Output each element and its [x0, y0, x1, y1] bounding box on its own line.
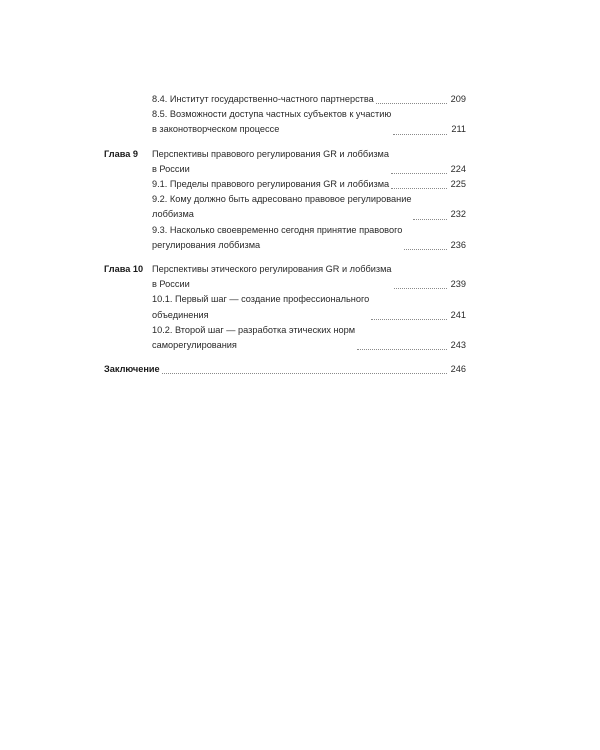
- dot-leader: [404, 248, 446, 250]
- entry-title-cont: объединения: [152, 309, 209, 320]
- chapter-label: Глава 9: [104, 148, 138, 159]
- entry-title: 8.4. Институт государственно-частного партнерства: [152, 94, 374, 104]
- chapter-8-continued: [104, 92, 466, 138]
- toc-entry[interactable]: [152, 192, 466, 222]
- entry-title: 10.2. Второй шаг — разработка этических норм: [152, 324, 356, 335]
- toc-entry-conclusion[interactable]: [104, 362, 466, 377]
- toc-entry[interactable]: [152, 323, 466, 353]
- page-number: 232: [450, 209, 466, 220]
- entry-title-cont: лоббизма: [152, 209, 194, 220]
- dot-leader: [391, 187, 447, 189]
- page-number: 209: [450, 94, 466, 104]
- dot-leader: [394, 287, 447, 289]
- toc-entry[interactable]: [152, 177, 466, 192]
- dot-leader: [413, 218, 446, 220]
- toc-entry[interactable]: [152, 223, 466, 253]
- dot-leader: [162, 372, 447, 374]
- table-of-contents: [104, 92, 466, 377]
- toc-entry[interactable]: [152, 107, 466, 137]
- dot-leader: [376, 102, 447, 104]
- page-number: 243: [450, 340, 466, 351]
- entry-title: Перспективы правового регулирования GR и лоббизма: [152, 148, 389, 159]
- page-number: 246: [450, 364, 466, 375]
- page-number: 236: [450, 239, 466, 250]
- page-number: 241: [450, 309, 466, 320]
- chapter-10: [104, 262, 466, 353]
- entry-title: 9.1. Пределы правового регулирования GR и лоббизма: [152, 179, 390, 190]
- page-number: 224: [450, 163, 466, 174]
- toc-entry[interactable]: [152, 147, 466, 177]
- dot-leader: [357, 348, 447, 350]
- entry-title: 10.1. Первый шаг — создание профессионального: [152, 294, 370, 305]
- entry-title: 9.3. Насколько своевременно сегодня принятие правового: [152, 224, 403, 235]
- dot-leader: [393, 133, 447, 135]
- entry-title-cont: саморегулирования: [152, 340, 237, 351]
- dot-leader: [371, 318, 446, 320]
- chapter-label: Глава 10: [104, 264, 144, 275]
- entry-title: Перспективы этического регулирования GR и лоббизма: [152, 264, 392, 275]
- toc-entry[interactable]: [152, 292, 466, 322]
- entry-title: 8.5. Возможности доступа частных субъектов к участию: [152, 109, 392, 120]
- entry-title-cont: в России: [152, 163, 190, 174]
- entry-title-cont: регулирования лоббизма: [152, 239, 261, 250]
- conclusion-title: Заключение: [104, 364, 160, 375]
- chapter-9: [104, 147, 466, 253]
- entry-title: 9.2. Кому должно быть адресовано правовое регулирование: [152, 194, 412, 205]
- dot-leader: [391, 172, 447, 174]
- page-number: 211: [451, 124, 466, 135]
- toc-entry[interactable]: [152, 262, 466, 292]
- page-number: 239: [450, 279, 466, 290]
- chapter-label: [104, 92, 152, 138]
- toc-entry[interactable]: [152, 92, 466, 107]
- page-number: 225: [450, 179, 466, 190]
- entry-title-cont: в России: [152, 279, 190, 290]
- entry-title-cont: в законотворческом процессе: [152, 124, 280, 135]
